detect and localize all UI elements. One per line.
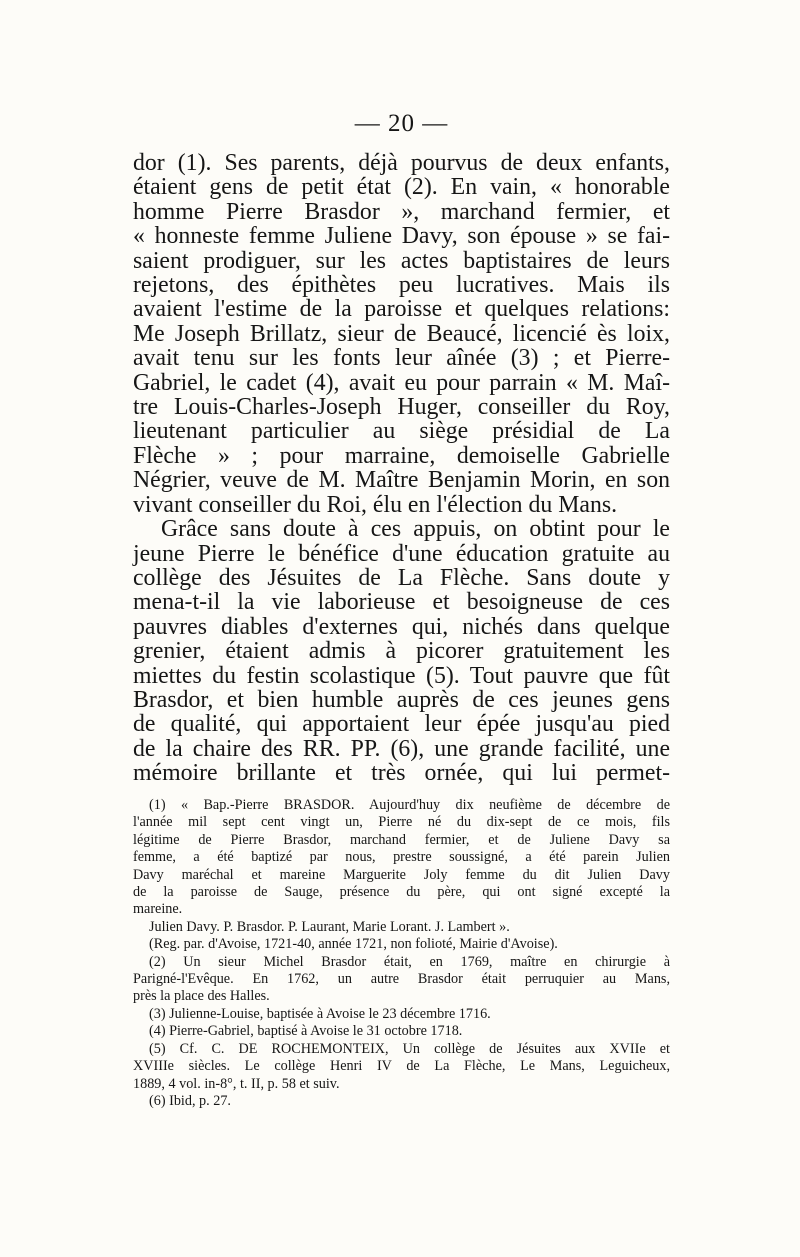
text-line: pauvres diables d'externes qui, nichés dans quelque bbox=[133, 613, 670, 640]
text-line: dor (1). Ses parents, déjà pourvus de deux enfants, bbox=[133, 150, 670, 176]
book-page bbox=[133, 0, 670, 1257]
text-line: Gabriel, le cadet (4), avait eu pour parrain « M. Maî- bbox=[133, 369, 670, 396]
text-line: vivant conseiller du Roi, élu en l'élection du Mans. bbox=[133, 491, 618, 518]
text-line: de la chaire des RR. PP. (6), une grande facilité, une bbox=[133, 735, 670, 762]
footnote-line: (3) Julienne-Louise, baptisée à Avoise le 23 décembre 1716. bbox=[149, 1005, 491, 1022]
footnote-1 bbox=[133, 797, 670, 919]
footnote-line: mareine. bbox=[133, 901, 183, 918]
text-line: Négrier, veuve de M. Maître Benjamin Morin, en son bbox=[133, 467, 670, 494]
text-line: avait tenu sur les fonts leur aînée (3) ; et Pierre- bbox=[133, 345, 670, 372]
footnote-line: (6) Ibid, p. 27. bbox=[149, 1092, 231, 1109]
text-line: tre Louis-Charles-Joseph Huger, conseiller du Roy, bbox=[133, 394, 670, 421]
footnote-line: XVIIIe siècles. Le collège Henri IV de La Flèche, Le Mans, Leguicheux, bbox=[133, 1058, 670, 1075]
text-line: avaient l'estime de la paroisse et quelques relations: bbox=[133, 296, 670, 323]
text-line: mena-t-il la vie laborieuse et besoigneuse de ces bbox=[133, 589, 670, 616]
footnote-2 bbox=[133, 954, 670, 1006]
footnote-line: de la paroisse de Sauge, présence du père, qui ont signé excepté la bbox=[133, 884, 670, 901]
text-line: jeune Pierre le bénéfice d'une éducation gratuite au bbox=[133, 540, 670, 567]
footnote-line: près la place des Halles. bbox=[133, 988, 270, 1005]
text-line: Brasdor, et bien humble auprès de ces jeunes gens bbox=[133, 686, 670, 713]
text-line: grenier, étaient admis à picorer gratuitement les bbox=[133, 638, 670, 665]
paragraph-1 bbox=[133, 151, 670, 517]
footnote-5 bbox=[133, 1041, 670, 1093]
footnote-line: (1) « Bap.-Pierre BRASDOR. Aujourd'huy dix neufième de décembre de bbox=[149, 797, 670, 813]
text-line: saient prodiguer, sur les actes baptistaires de leurs bbox=[133, 247, 670, 274]
paragraph-2 bbox=[133, 517, 670, 785]
footnote-6 bbox=[133, 1093, 670, 1110]
main-text bbox=[133, 151, 670, 786]
footnote-line: Julien Davy. P. Brasdor. P. Laurant, Marie Lorant. J. Lambert ». bbox=[149, 918, 510, 935]
text-line: collège des Jésuites de La Flèche. Sans doute y bbox=[133, 564, 670, 591]
footnote-line: Parigné-l'Evêque. En 1762, un autre Brasdor était perruquier au Mans, bbox=[133, 971, 670, 988]
footnote-line: (2) Un sieur Michel Brasdor était, en 1769, maître en chirurgie à bbox=[149, 953, 670, 970]
text-line: homme Pierre Brasdor », marchand fermier, et bbox=[133, 198, 670, 225]
footnote-line: légitime de Pierre Brasdor, marchand fermier, et de Juliene Davy sa bbox=[133, 831, 670, 848]
footnote-line: l'année mil sept cent vingt un, Pierre né du dix-sept de ce mois, fils bbox=[133, 814, 670, 831]
text-line: miettes du festin scolastique (5). Tout pauvre que fût bbox=[133, 662, 670, 689]
footnote-line: (Reg. par. d'Avoise, 1721-40, année 1721, non folioté, Mairie d'Avoise). bbox=[149, 936, 558, 953]
text-line: mémoire brillante et très ornée, qui lui permet- bbox=[133, 760, 670, 787]
text-line: Flèche » ; pour marraine, demoiselle Gabrielle bbox=[133, 442, 670, 469]
footnote-3 bbox=[133, 1006, 670, 1023]
page-number: — 20 — bbox=[354, 110, 449, 137]
footnote-1-signatures bbox=[133, 919, 670, 936]
text-line: de qualité, qui apportaient leur épée jusqu'au pied bbox=[133, 711, 670, 738]
footnote-line: (4) Pierre-Gabriel, baptisé à Avoise le 31 octobre 1718. bbox=[149, 1023, 463, 1040]
text-line: Me Joseph Brillatz, sieur de Beaucé, licencié ès loix, bbox=[133, 320, 670, 347]
footnote-line: femme, a été baptizé par nous, prestre soussigné, a été parein Julien bbox=[133, 849, 670, 866]
footnotes bbox=[133, 797, 670, 1110]
footnote-line: (5) Cf. C. DE ROCHEMONTEIX, Un collège de Jésuites aux XVIIe et bbox=[149, 1040, 670, 1057]
footnote-4 bbox=[133, 1023, 670, 1040]
text-line: « honneste femme Juliene Davy, son épouse » se fai- bbox=[133, 223, 670, 250]
footnote-line: 1889, 4 vol. in-8°, t. II, p. 58 et suiv. bbox=[133, 1075, 340, 1092]
text-line: Grâce sans doute à ces appuis, on obtint pour le bbox=[161, 516, 670, 543]
footnote-line: Davy maréchal et mareine Marguerite Joly femme du dit Julien Davy bbox=[133, 866, 670, 883]
footnote-1-source bbox=[133, 936, 670, 953]
text-line: rejetons, des épithètes peu lucratives. Mais ils bbox=[133, 272, 670, 299]
text-line: lieutenant particulier au siège présidial de La bbox=[133, 418, 670, 445]
text-line: étaient gens de petit état (2). En vain, « honorable bbox=[133, 174, 670, 201]
